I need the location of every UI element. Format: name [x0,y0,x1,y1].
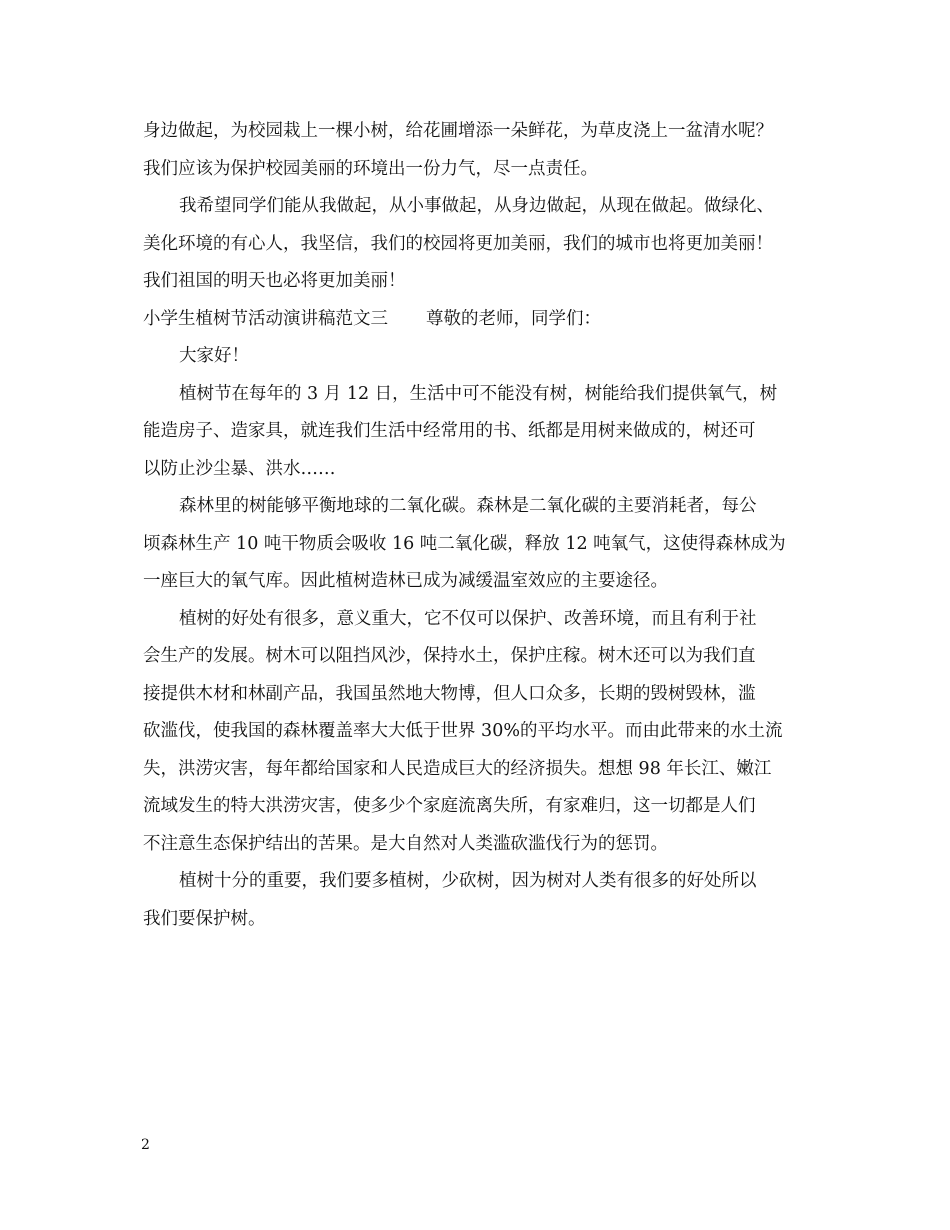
text-line: 接提供木材和林副产品，我国虽然地大物博，但人口众多，长期的毁树毁林，滥 [143,683,756,704]
text-line: 一座巨大的氧气库。因此植树造林已成为减缓温室效应的主要途径。 [143,571,668,591]
section-heading-line [143,301,823,339]
paragraph-start-line: 植树十分的重要，我们要多植树，少砍树，因为树对人类有很多的好处所以 [179,871,757,891]
paragraph-start-line: 植树的好处有很多，意义重大，它不仅可以保护、改善环境，而且有利于社 [179,608,757,629]
salutation: 尊敬的老师，同学们： [426,308,601,329]
text-line: 我们祖国的明天也必将更加美丽！ [143,271,406,291]
text-line: 身边做起，为校园栽上一棵小树，给花圃增添一朵鲜花，为草皮浇上一盆清水呢？ [143,121,773,141]
greeting-line: 大家好！ [179,346,249,366]
text-line: 美化环境的有心人，我坚信，我们的校园将更加美丽，我们的城市也将更加美丽！ [143,233,773,254]
page-number: 2 [141,1137,150,1153]
text-line: 砍滥伐，使我国的森林覆盖率大大低于世界 30%的平均水平。而由此带来的水土流 [143,721,783,741]
paragraph-start-line: 森林里的树能够平衡地球的二氧化碳。森林是二氧化碳的主要消耗者，每公 [179,496,757,516]
paragraph-start-line: 植树节在每年的 3 月 12 日，生活中可不能没有树，树能给我们提供氧气，树 [179,383,778,404]
text-line: 会生产的发展。树木可以阻挡风沙，保持水土，保护庄稼。树木还可以为我们直 [143,646,756,666]
text-line: 流域发生的特大洪涝灾害，使多少个家庭流离失所，有家难归，这一切都是人们 [143,796,756,816]
text-line: 我们要保护树。 [143,908,266,929]
text-line: 顷森林生产 10 吨干物质会吸收 16 吨二氧化碳，释放 12 吨氧气，这使得森林成为 [143,533,786,554]
text-line: 失，洪涝灾害，每年都给国家和人民造成巨大的经济损失。想想 98 年长江、嫩江 [143,758,772,779]
text-line: 我们应该为保护校园美丽的环境出一份力气，尽一点责任。 [143,158,598,179]
document-body [143,113,823,938]
text-line: 能造房子、造家具，就连我们生活中经常用的书、纸都是用树来做成的，树还可 [143,421,756,441]
section-heading: 小学生植树节活动演讲稿范文三 [143,308,388,329]
paragraph-start-line: 我希望同学们能从我做起，从小事做起，从身边做起，从现在做起。做绿化、 [179,196,774,216]
text-line: 不注意生态保护结出的苦果。是大自然对人类滥砍滥伐行为的惩罚。 [143,833,668,854]
text-line: 以防止沙尘暴、洪水…… [143,458,336,479]
